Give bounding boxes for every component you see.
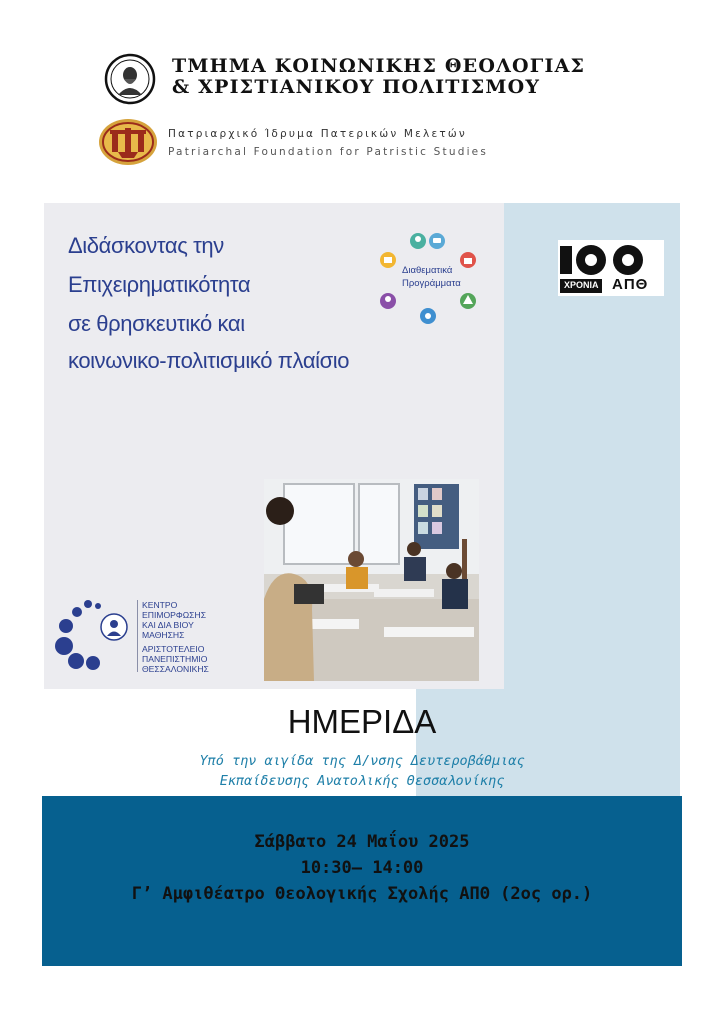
foundation-name-greek: Πατριαρχικό Ίδρυμα Πατερικών Μελετών [168,128,467,140]
foundation-name-english: Patriarchal Foundation for Patristic Studies [168,146,489,158]
event-heading: ΗΜΕΡΙΔΑ [287,703,437,740]
event-date: Σάββατο 24 Μαΐου 2025 [254,832,470,852]
event-venue: Γ’ Αμφιθέατρο Θεολογικής Σχολής ΑΠΘ (2ος ορ.) [131,884,593,904]
title-line-4: κοινωνικο-πολιτισμικό πλαίσιο [68,348,350,373]
auth-100-years-badge [558,240,664,296]
badge-university-abbr: ΑΠΘ [612,276,649,293]
tree-icon [460,293,476,309]
book-icon [380,252,396,268]
center-line-4: ΜΑΘΗΣΗΣ [142,630,185,640]
person-icon [380,293,396,309]
programs-label-line-2: Προγράμματα [402,278,461,289]
people-icon [410,233,426,249]
event-time: 10:30– 14:00 [300,858,424,878]
center-line-7: ΘΕΣΣΑΛΟΝΙΚΗΣ [142,664,209,674]
classroom-photo [264,479,479,681]
center-line-2: ΕΠΙΜΟΡΦΩΣΗΣ [142,610,207,620]
title-line-2: Επιχειρηματικότητα [68,272,251,297]
event-info-panel [42,796,682,966]
aegis-line-1: Υπό την αιγίδα της Δ/νσης Δευτεροβάθμιας [199,753,525,769]
training-center-divider [137,600,138,672]
department-name-line-1: ΤΜΗΜΑ ΚΟΙΝΩΝΙΚΗΣ ΘΕΟΛΟΓΙΑΣ [172,55,586,77]
center-line-3: ΚΑΙ ΔΙΑ ΒΙΟΥ [142,620,194,630]
title-line-1: Διδάσκοντας την [68,233,224,258]
center-line-6: ΠΑΝΕΠΙΣΤΗΜΙΟ [142,654,208,664]
department-logo-icon [104,53,156,105]
center-line-1: ΚΕΝΤΡΟ [142,600,178,610]
network-icon [420,308,436,324]
department-name-line-2: & ΧΡΙΣΤΙΑΝΙΚΟΥ ΠΟΛΙΤΙΣΜΟΥ [172,76,541,98]
aegis-line-2: Εκπαίδευσης Ανατολικής Θεσσαλονίκης [219,773,505,789]
bank-icon [460,252,476,268]
title-line-3: σε θρησκευτικό και [68,311,245,336]
center-line-5: ΑΡΙΣΤΟΤΕΛΕΙΟ [142,644,205,654]
badge-years-label: ΧΡΟΝΙΑ [564,280,599,290]
foundation-logo-icon [98,118,158,166]
university-seal-icon [99,612,129,642]
programs-label-line-1: Διαθεματικά [402,265,453,276]
chat-icon [429,233,445,249]
